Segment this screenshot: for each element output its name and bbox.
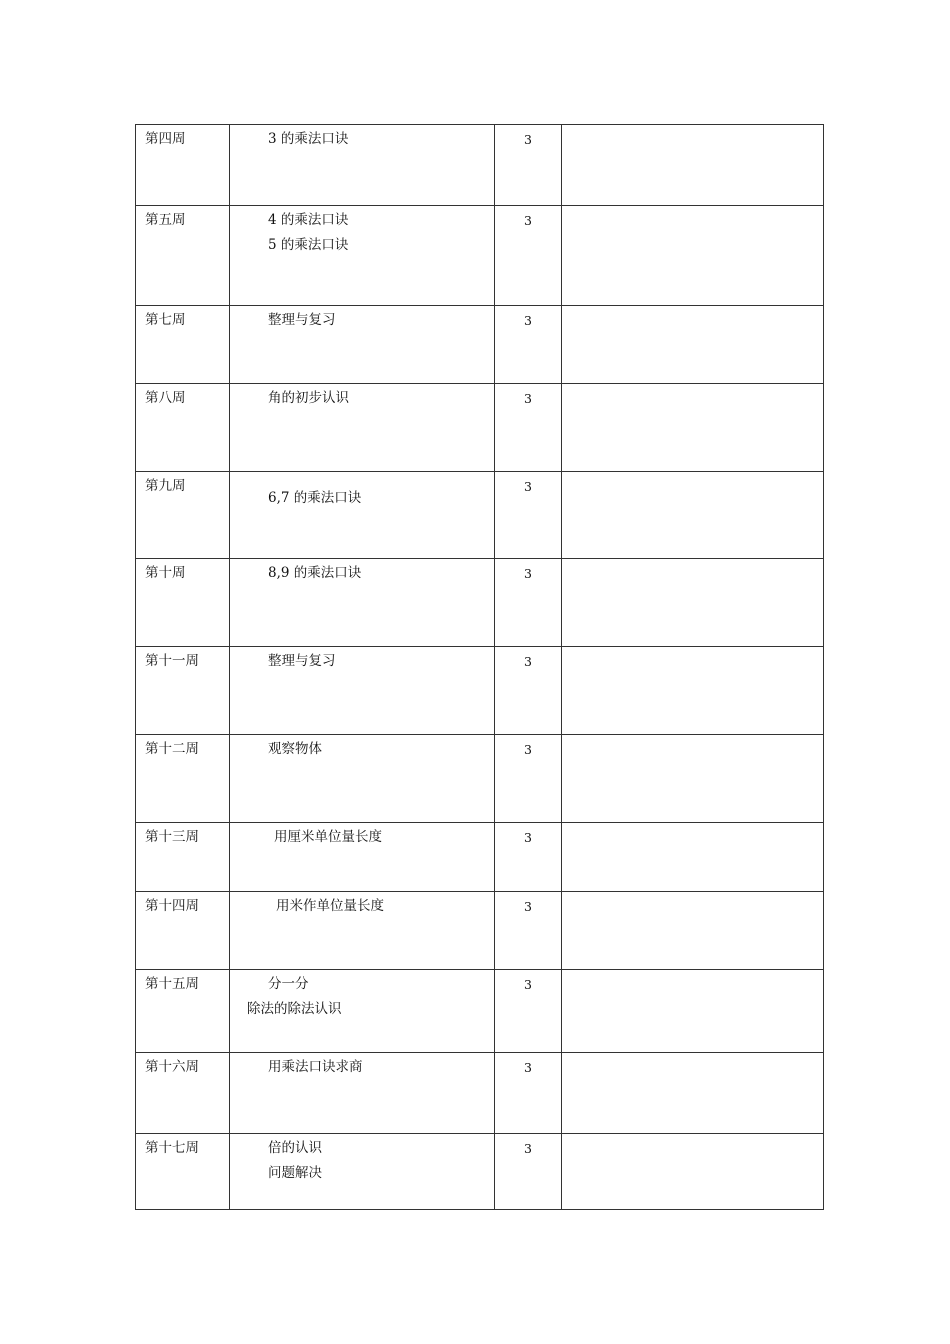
table-row — [136, 1134, 824, 1210]
topic-line: 问题解决 — [268, 1165, 322, 1181]
hours-cell: 3 — [495, 823, 562, 892]
topic-cell — [230, 1053, 495, 1134]
notes-cell — [562, 384, 824, 472]
week-cell: 第十三周 — [136, 823, 230, 892]
topic-cell — [230, 384, 495, 472]
topic-line: 整理与复习 — [268, 653, 336, 669]
topic-line: 5 的乘法口诀 — [268, 237, 349, 253]
topic-line: 8,9 的乘法口诀 — [268, 565, 362, 581]
week-cell: 第十周 — [136, 559, 230, 647]
topic-cell — [230, 970, 495, 1053]
notes-cell — [562, 823, 824, 892]
topic-line: 观察物体 — [268, 741, 322, 757]
notes-cell — [562, 970, 824, 1053]
topic-cell — [230, 892, 495, 970]
hours-cell: 3 — [495, 472, 562, 559]
table-row — [136, 206, 824, 306]
notes-cell — [562, 1134, 824, 1210]
notes-cell — [562, 647, 824, 735]
topic-cell — [230, 472, 495, 559]
hours-cell: 3 — [495, 384, 562, 472]
table-row — [136, 125, 824, 206]
hours-cell: 3 — [495, 1053, 562, 1134]
topic-cell — [230, 823, 495, 892]
topic-cell — [230, 559, 495, 647]
topic-line: 用米作单位量长度 — [276, 898, 384, 914]
week-cell: 第八周 — [136, 384, 230, 472]
hours-cell: 3 — [495, 735, 562, 823]
notes-cell — [562, 735, 824, 823]
hours-cell: 3 — [495, 306, 562, 384]
table-row — [136, 647, 824, 735]
hours-cell: 3 — [495, 1134, 562, 1210]
notes-cell — [562, 1053, 824, 1134]
notes-cell — [562, 892, 824, 970]
topic-line: 4 的乘法口诀 — [268, 212, 349, 228]
week-cell: 第七周 — [136, 306, 230, 384]
topic-line: 用乘法口诀求商 — [268, 1059, 363, 1075]
topic-cell — [230, 206, 495, 306]
week-cell: 第十六周 — [136, 1053, 230, 1134]
hours-cell: 3 — [495, 206, 562, 306]
notes-cell — [562, 125, 824, 206]
topic-cell — [230, 735, 495, 823]
table-row — [136, 384, 824, 472]
hours-cell: 3 — [495, 970, 562, 1053]
teaching-schedule-table — [135, 124, 824, 1210]
topic-cell — [230, 125, 495, 206]
table-row — [136, 559, 824, 647]
hours-cell: 3 — [495, 559, 562, 647]
week-cell: 第十五周 — [136, 970, 230, 1053]
week-cell: 第十四周 — [136, 892, 230, 970]
hours-cell: 3 — [495, 125, 562, 206]
topic-line: 6,7 的乘法口诀 — [268, 490, 362, 506]
week-cell: 第十一周 — [136, 647, 230, 735]
table-row — [136, 735, 824, 823]
hours-cell: 3 — [495, 892, 562, 970]
topic-line: 用厘米单位量长度 — [274, 829, 382, 845]
notes-cell — [562, 559, 824, 647]
week-cell: 第十二周 — [136, 735, 230, 823]
week-cell: 第九周 — [136, 472, 230, 559]
table-row — [136, 823, 824, 892]
table-row — [136, 892, 824, 970]
week-cell: 第四周 — [136, 125, 230, 206]
topic-line: 整理与复习 — [268, 312, 336, 328]
table-row — [136, 1053, 824, 1134]
topic-cell — [230, 647, 495, 735]
week-cell: 第五周 — [136, 206, 230, 306]
topic-line: 3 的乘法口诀 — [268, 131, 349, 147]
table-row — [136, 306, 824, 384]
topic-cell — [230, 306, 495, 384]
table-row — [136, 970, 824, 1053]
week-cell: 第十七周 — [136, 1134, 230, 1210]
topic-line: 倍的认识 — [268, 1140, 322, 1156]
notes-cell — [562, 472, 824, 559]
topic-line: 角的初步认识 — [268, 390, 349, 406]
hours-cell: 3 — [495, 647, 562, 735]
notes-cell — [562, 306, 824, 384]
topic-cell — [230, 1134, 495, 1210]
table-row — [136, 472, 824, 559]
topic-line: 除法的除法认识 — [247, 1001, 342, 1017]
topic-line: 分一分 — [268, 976, 309, 992]
notes-cell — [562, 206, 824, 306]
